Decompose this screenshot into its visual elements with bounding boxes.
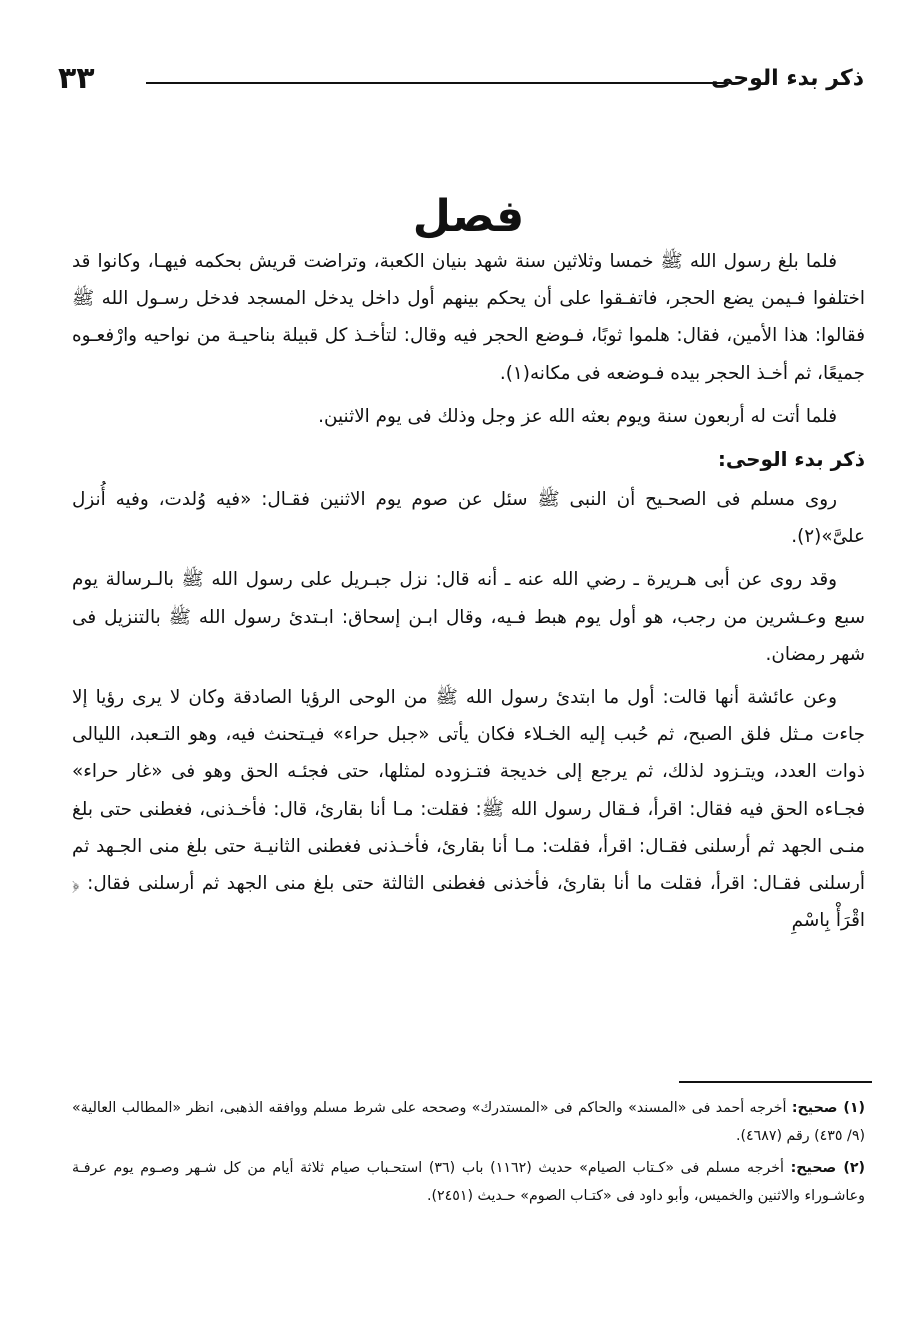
paragraph-muslim-hadith: روى مسلم فى الصحـيح أن النبى ﷺ سئل عن صوم يوم الاثنين فقـال: «فيه وُلدت، وفيه أُنزل علىَّ»(٢). [72,489,865,548]
page-number: ٣٣ [58,61,95,96]
footnote-2-text: أخرجه مسلم فى «كـتاب الصيام» حديث (١١٦٢) باب (٣٦) استحـباب صيام ثلاثة أيام من كل شـهر وصـوم يوم عرفـة وعاشـوراء والاثنين والخميس، وأبو داود فى «كتـاب الصوم» حـديث (٢٤٥١). [72,1160,865,1204]
paragraph-forty-years: فلما أتت له أربعون سنة ويوم بعثه الله عز وجل وذلك فى يوم الاثنين. [318,405,837,427]
footnote-2 [72,1155,865,1210]
footnotes [72,1095,865,1215]
running-title: ذكر بدء الوحى [710,66,864,91]
footnote-2-label: (٢) صحيح: [790,1160,865,1177]
footnote-rule [679,1081,872,1083]
subheading-revelation: ذكر بدء الوحى: [717,447,865,472]
paragraph-aisha: وعن عائشة أنها قالت: أول ما ابتدئ رسول الله ﷺ من الوحى الرؤيا الصادقة وكان لا يرى رؤيا إلا جاءت مـثل فلق الصبح، ثم حُبب إليه الخـلاء فكان يأتى «جبل حراء» فيـتحنث فيه، وهو التـعبد، الليالى ذوات العدد، ويتـزود لذلك، ثم يرجع إلى خديجة فتـزوده لمثلها، حتى فجئـه الحق وهو فى «غار حراء» فجـاءه الحق فيه فقال: اقرأ، فـقال رسول الله ﷺ: فقلت: مـا أنا بقارئ، قال: فأخـذنى، فغطنى حتى بلغ منـى الجهد ثم أرسلنى فقـال: اقرأ، فقلت: مـا أنا بقارئ، فأخـذنى فغطنى الثانيـة حتى بلغ منى الجـهد ثم أرسلنى فقـال: اقرأ، فقلت ما أنا بقارئ، فأخذنى فغطنى الثالثة حتى بلغ منى الجهد ثم أرسلنى فقال: ﴿ اقْرَأْ بِاسْمِ [72,687,865,932]
footnote-1-label: (١) صحيح: [791,1100,865,1116]
footnote-1 [72,1095,865,1150]
main-text [72,192,865,945]
paragraph-kaaba: فلما بلغ رسول الله ﷺ خمسا وثلاثين سنة شهد بنيان الكعبة، وتراضت قريش بحكمه فيهـا، وكانوا قد اختلفوا فـيمن يضع الحجر، فاتفـقوا على أن يحكم بينهم أول داخل يدخل المسجد فدخل رسـول الله ﷺ فقالوا: هذا الأمين، فقال: هلموا ثوبًا، فـوضع الحجر فيه وقال: لتأخـذ كل قبيلة بناحيـة من نواحيه وارْفعـوه جميعًا، ثم أخـذ الحجر بيده فـوضعه فى مكانه(١). [72,251,865,384]
section-title: فصل [412,191,525,242]
header-rule [146,82,738,84]
page-header [58,63,864,103]
footnote-1-text: أخرجه أحمد فى «المسند» والحاكم فى «المستدرك» وصححه على شرط مسلم ووافقه الذهبى، انظر «المطالب العالية» (٩/ ٤٣٥) رقم (٤٦٨٧). [72,1100,865,1144]
paragraph-abu-hurairah: وقد روى عن أبى هـريرة ـ رضي الله عنه ـ أنه قال: نزل جبـريل على رسول الله ﷺ بالـرسالة يوم سبع وعـشرين من رجب، هو أول يوم هبط فـيه، وقال ابـن إسحاق: ابـتدئ رسول الله ﷺ بالتنزيل فى شهر رمضان. [72,569,865,665]
